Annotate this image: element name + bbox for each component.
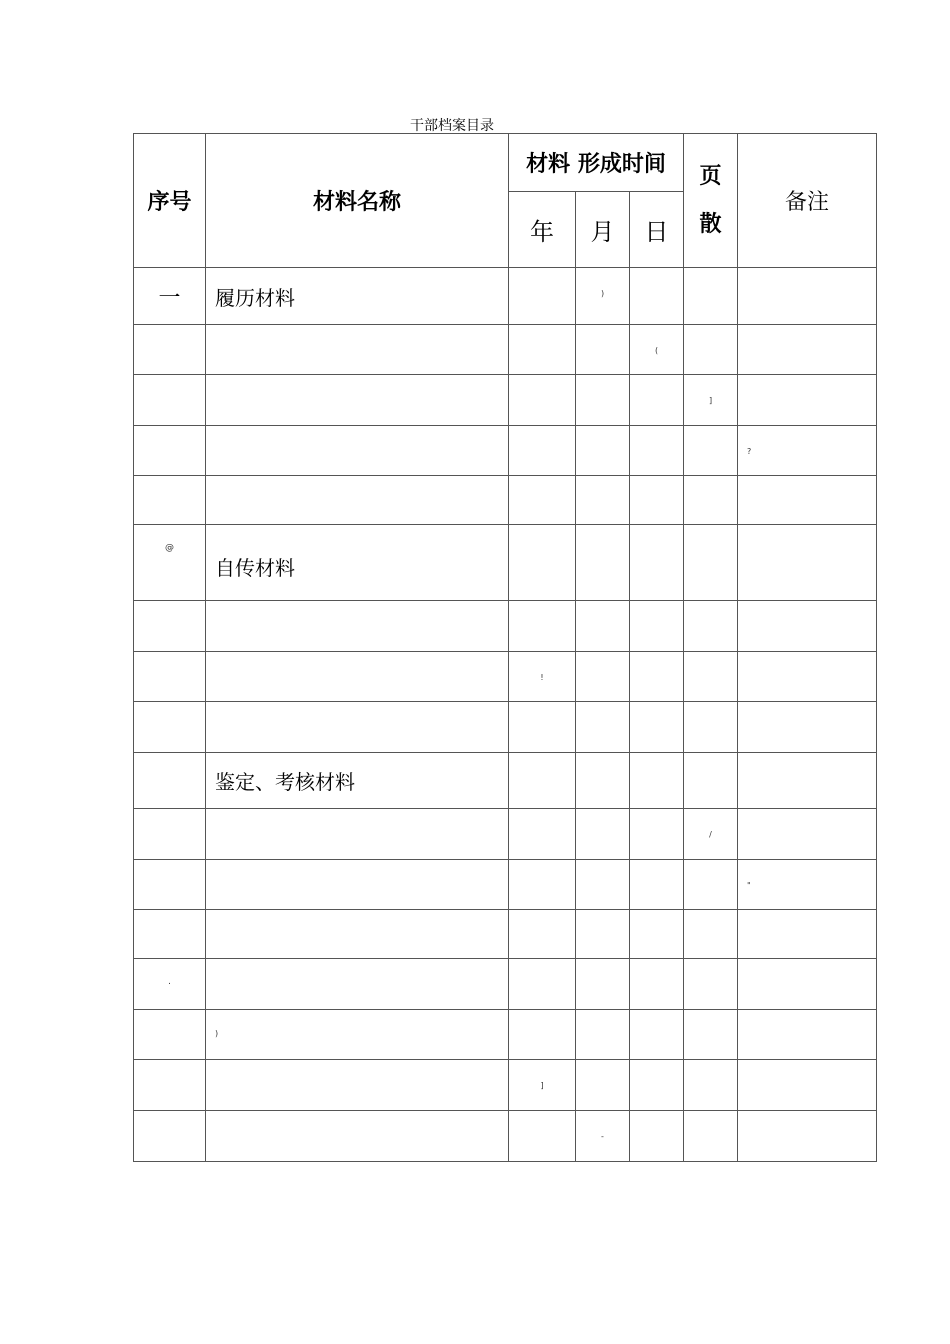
header-seq: 序号 bbox=[134, 134, 206, 268]
cell-year bbox=[509, 476, 576, 525]
cell-year bbox=[509, 959, 576, 1010]
header-pages-line1: 页 bbox=[699, 163, 722, 189]
table-body bbox=[134, 268, 877, 1162]
stray-mark: - bbox=[601, 1132, 604, 1141]
cell-pages bbox=[684, 476, 738, 525]
table-row bbox=[134, 959, 877, 1010]
table-row bbox=[134, 325, 877, 375]
table-row bbox=[134, 910, 877, 959]
cell-day bbox=[630, 753, 684, 809]
cell-month bbox=[576, 809, 630, 860]
cell-name bbox=[206, 325, 509, 375]
cell-pages bbox=[684, 702, 738, 753]
cell-year bbox=[509, 652, 576, 702]
cell-year bbox=[509, 860, 576, 910]
cell-name bbox=[206, 375, 509, 426]
cell-seq bbox=[134, 753, 206, 809]
cell-year bbox=[509, 910, 576, 959]
cell-pages bbox=[684, 860, 738, 910]
cell-remark bbox=[738, 860, 877, 910]
cell-year bbox=[509, 1060, 576, 1111]
cell-name bbox=[206, 525, 509, 601]
cell-remark bbox=[738, 426, 877, 476]
table-row bbox=[134, 753, 877, 809]
table-row bbox=[134, 525, 877, 601]
cell-seq bbox=[134, 476, 206, 525]
cell-day bbox=[630, 325, 684, 375]
cell-month bbox=[576, 1010, 630, 1060]
cell-remark bbox=[738, 375, 877, 426]
cell-remark bbox=[738, 1111, 877, 1162]
header-pages bbox=[684, 134, 738, 268]
stray-mark: ? bbox=[747, 447, 752, 456]
cell-day bbox=[630, 476, 684, 525]
cell-month bbox=[576, 702, 630, 753]
cell-seq bbox=[134, 910, 206, 959]
table-row bbox=[134, 426, 877, 476]
cell-remark bbox=[738, 601, 877, 652]
stray-mark: ! bbox=[540, 673, 544, 682]
cell-name bbox=[206, 268, 509, 325]
cell-year bbox=[509, 601, 576, 652]
header-remark: 备注 bbox=[738, 134, 877, 268]
cell-remark bbox=[738, 1010, 877, 1060]
cell-month bbox=[576, 525, 630, 601]
cell-remark bbox=[738, 268, 877, 325]
cell-day bbox=[630, 652, 684, 702]
cell-month bbox=[576, 325, 630, 375]
table-row bbox=[134, 268, 877, 325]
header-pages-line2: 散 bbox=[699, 211, 722, 237]
cell-day bbox=[630, 268, 684, 325]
table-row bbox=[134, 476, 877, 525]
cell-year bbox=[509, 702, 576, 753]
stray-mark: / bbox=[709, 830, 712, 839]
cell-year bbox=[509, 809, 576, 860]
cell-year bbox=[509, 268, 576, 325]
cell-name bbox=[206, 809, 509, 860]
cell-name bbox=[206, 959, 509, 1010]
cell-seq bbox=[134, 1060, 206, 1111]
cell-seq bbox=[134, 860, 206, 910]
archive-catalog-table bbox=[133, 133, 877, 1162]
stray-mark: " bbox=[747, 881, 751, 890]
cell-month bbox=[576, 268, 630, 325]
cell-day bbox=[630, 1111, 684, 1162]
table-row bbox=[134, 1060, 877, 1111]
cell-name bbox=[206, 860, 509, 910]
cell-seq bbox=[134, 601, 206, 652]
cell-pages bbox=[684, 325, 738, 375]
cell-month bbox=[576, 426, 630, 476]
stray-mark: ] bbox=[540, 1081, 544, 1090]
table-row bbox=[134, 375, 877, 426]
cell-remark bbox=[738, 1060, 877, 1111]
cell-month bbox=[576, 476, 630, 525]
cell-day bbox=[630, 525, 684, 601]
cell-seq bbox=[134, 959, 206, 1010]
cell-seq bbox=[134, 325, 206, 375]
cell-remark bbox=[738, 809, 877, 860]
cell-day bbox=[630, 809, 684, 860]
table-row bbox=[134, 652, 877, 702]
cell-name bbox=[206, 476, 509, 525]
cell-day bbox=[630, 702, 684, 753]
cell-name bbox=[206, 426, 509, 476]
cell-name bbox=[206, 910, 509, 959]
cell-month bbox=[576, 959, 630, 1010]
cell-month bbox=[576, 601, 630, 652]
cell-month bbox=[576, 652, 630, 702]
cell-year bbox=[509, 753, 576, 809]
cell-seq bbox=[134, 525, 206, 601]
cell-name bbox=[206, 601, 509, 652]
cell-name bbox=[206, 1060, 509, 1111]
cell-remark bbox=[738, 753, 877, 809]
cell-year bbox=[509, 426, 576, 476]
cell-month bbox=[576, 1111, 630, 1162]
stray-mark: @ bbox=[165, 543, 174, 553]
stray-mark: ( bbox=[654, 346, 659, 355]
cell-pages bbox=[684, 910, 738, 959]
cell-seq bbox=[134, 1010, 206, 1060]
stray-mark: ) bbox=[600, 289, 605, 298]
cell-name bbox=[206, 1010, 509, 1060]
document-title: 干部档案目录 bbox=[410, 118, 494, 134]
cell-day bbox=[630, 375, 684, 426]
cell-month bbox=[576, 1060, 630, 1111]
table-row bbox=[134, 860, 877, 910]
cell-name bbox=[206, 652, 509, 702]
table-row bbox=[134, 809, 877, 860]
stray-mark: . bbox=[168, 977, 171, 987]
table-row bbox=[134, 601, 877, 652]
cell-year bbox=[509, 375, 576, 426]
cell-seq bbox=[134, 1111, 206, 1162]
cell-name bbox=[206, 702, 509, 753]
cell-seq bbox=[134, 652, 206, 702]
cell-day bbox=[630, 601, 684, 652]
cell-pages bbox=[684, 375, 738, 426]
cell-pages bbox=[684, 652, 738, 702]
cell-pages bbox=[684, 1111, 738, 1162]
section-title: 鉴定、考核材料 bbox=[215, 770, 355, 794]
cell-month bbox=[576, 910, 630, 959]
stray-mark: ) bbox=[215, 1029, 219, 1038]
cell-day bbox=[630, 860, 684, 910]
header-year: 年 bbox=[509, 192, 576, 268]
header-day: 日 bbox=[630, 192, 684, 268]
cell-day bbox=[630, 1060, 684, 1111]
cell-month bbox=[576, 375, 630, 426]
cell-remark bbox=[738, 325, 877, 375]
cell-seq bbox=[134, 426, 206, 476]
section-title: 履历材料 bbox=[215, 285, 295, 310]
cell-pages bbox=[684, 809, 738, 860]
cell-seq: 一 bbox=[134, 268, 206, 325]
cell-remark bbox=[738, 476, 877, 525]
cell-remark bbox=[738, 652, 877, 702]
table-row bbox=[134, 1111, 877, 1162]
cell-day bbox=[630, 959, 684, 1010]
cell-seq bbox=[134, 375, 206, 426]
cell-year bbox=[509, 325, 576, 375]
cell-day bbox=[630, 426, 684, 476]
cell-name bbox=[206, 1111, 509, 1162]
cell-seq bbox=[134, 809, 206, 860]
section-title: 自传材料 bbox=[215, 556, 295, 580]
cell-month bbox=[576, 860, 630, 910]
cell-pages bbox=[684, 1060, 738, 1111]
cell-remark bbox=[738, 910, 877, 959]
table-row bbox=[134, 702, 877, 753]
stray-mark: ] bbox=[708, 396, 713, 405]
table-row bbox=[134, 1010, 877, 1060]
cell-pages bbox=[684, 426, 738, 476]
cell-pages bbox=[684, 1010, 738, 1060]
cell-pages bbox=[684, 268, 738, 325]
cell-year bbox=[509, 1111, 576, 1162]
header-month: 月 bbox=[576, 192, 630, 268]
cell-pages bbox=[684, 959, 738, 1010]
header-row-top bbox=[134, 134, 877, 192]
cell-year bbox=[509, 525, 576, 601]
cell-name bbox=[206, 753, 509, 809]
cell-pages bbox=[684, 601, 738, 652]
cell-month bbox=[576, 753, 630, 809]
cell-remark bbox=[738, 525, 877, 601]
header-material-name: 材料名称 bbox=[206, 134, 509, 268]
cell-day bbox=[630, 1010, 684, 1060]
cell-day bbox=[630, 910, 684, 959]
cell-seq bbox=[134, 702, 206, 753]
cell-remark bbox=[738, 959, 877, 1010]
cell-pages bbox=[684, 525, 738, 601]
cell-pages bbox=[684, 753, 738, 809]
cell-year bbox=[509, 1010, 576, 1060]
cell-remark bbox=[738, 702, 877, 753]
header-formation-time: 材料 形成时间 bbox=[509, 134, 684, 192]
